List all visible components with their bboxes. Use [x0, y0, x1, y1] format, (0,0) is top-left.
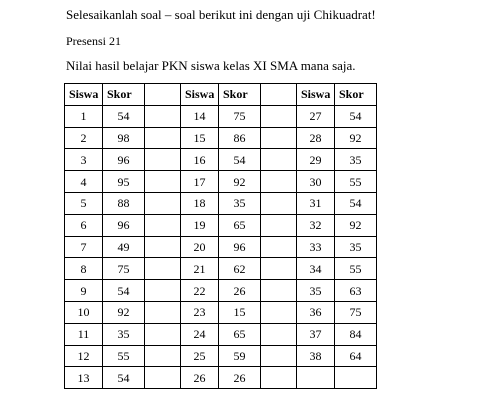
instruction-text: Selesaikanlah soal – soal berikut ini dengan uji Chikuadrat!	[66, 7, 376, 22]
table-row	[65, 258, 377, 280]
column-gap	[261, 214, 297, 236]
siswa-cell: 17	[181, 171, 219, 193]
siswa-cell: 34	[297, 258, 335, 280]
header-skor-3: Skor	[335, 84, 377, 106]
siswa-cell: 6	[65, 214, 103, 236]
header-skor-1: Skor	[103, 84, 145, 106]
skor-cell: 75	[335, 301, 377, 323]
skor-cell: 63	[335, 280, 377, 302]
skor-cell: 26	[219, 280, 261, 302]
column-gap	[145, 149, 181, 171]
siswa-cell: 23	[181, 301, 219, 323]
skor-cell: 96	[219, 236, 261, 258]
table-row	[65, 149, 377, 171]
skor-cell: 35	[335, 236, 377, 258]
column-gap	[261, 105, 297, 127]
column-gap	[145, 192, 181, 214]
column-gap	[145, 258, 181, 280]
column-gap	[261, 84, 297, 106]
siswa-cell: 3	[65, 149, 103, 171]
siswa-cell: 16	[181, 149, 219, 171]
header-siswa-3: Siswa	[297, 84, 335, 106]
column-gap	[145, 323, 181, 345]
score-table-body	[65, 105, 377, 388]
siswa-cell: 33	[297, 236, 335, 258]
siswa-cell: 31	[297, 192, 335, 214]
table-row	[65, 301, 377, 323]
skor-cell: 54	[103, 367, 145, 389]
skor-cell: 86	[219, 127, 261, 149]
siswa-cell	[297, 367, 335, 389]
column-gap	[261, 258, 297, 280]
siswa-cell: 29	[297, 149, 335, 171]
skor-cell: 15	[219, 301, 261, 323]
siswa-cell: 28	[297, 127, 335, 149]
header-siswa-1: Siswa	[65, 84, 103, 106]
table-row	[65, 280, 377, 302]
table-row	[65, 367, 377, 389]
skor-cell: 88	[103, 192, 145, 214]
skor-cell: 49	[103, 236, 145, 258]
skor-cell: 35	[335, 149, 377, 171]
score-table	[64, 83, 377, 389]
siswa-cell: 36	[297, 301, 335, 323]
skor-cell: 98	[103, 127, 145, 149]
column-gap	[261, 192, 297, 214]
siswa-cell: 18	[181, 192, 219, 214]
siswa-cell: 26	[181, 367, 219, 389]
skor-cell: 65	[219, 323, 261, 345]
table-row	[65, 192, 377, 214]
siswa-cell: 4	[65, 171, 103, 193]
column-gap	[261, 367, 297, 389]
skor-cell: 75	[219, 105, 261, 127]
siswa-cell: 2	[65, 127, 103, 149]
skor-cell: 35	[103, 323, 145, 345]
column-gap	[261, 323, 297, 345]
column-gap	[261, 127, 297, 149]
column-gap	[145, 214, 181, 236]
skor-cell: 96	[103, 214, 145, 236]
siswa-cell: 12	[65, 345, 103, 367]
presensi-label: Presensi 21	[66, 34, 121, 48]
skor-cell: 95	[103, 171, 145, 193]
skor-cell: 35	[219, 192, 261, 214]
siswa-cell: 7	[65, 236, 103, 258]
column-gap	[261, 236, 297, 258]
siswa-cell: 27	[297, 105, 335, 127]
siswa-cell: 19	[181, 214, 219, 236]
siswa-cell: 8	[65, 258, 103, 280]
column-gap	[145, 301, 181, 323]
skor-cell: 92	[103, 301, 145, 323]
skor-cell: 92	[335, 127, 377, 149]
skor-cell: 96	[103, 149, 145, 171]
siswa-cell: 13	[65, 367, 103, 389]
skor-cell: 65	[219, 214, 261, 236]
column-gap	[261, 280, 297, 302]
table-row	[65, 345, 377, 367]
skor-cell: 84	[335, 323, 377, 345]
siswa-cell: 11	[65, 323, 103, 345]
skor-cell: 54	[335, 192, 377, 214]
skor-cell: 64	[335, 345, 377, 367]
siswa-cell: 35	[297, 280, 335, 302]
skor-cell: 54	[103, 280, 145, 302]
table-row	[65, 236, 377, 258]
question-text: Nilai hasil belajar PKN siswa kelas XI SMA mana saja.	[66, 58, 356, 73]
table-row	[65, 214, 377, 236]
column-gap	[145, 171, 181, 193]
skor-cell: 92	[219, 171, 261, 193]
skor-cell: 55	[103, 345, 145, 367]
table-row	[65, 323, 377, 345]
siswa-cell: 9	[65, 280, 103, 302]
header-siswa-2: Siswa	[181, 84, 219, 106]
header-skor-2: Skor	[219, 84, 261, 106]
siswa-cell: 25	[181, 345, 219, 367]
table-header-row	[65, 84, 377, 106]
skor-cell: 54	[103, 105, 145, 127]
skor-cell: 55	[335, 258, 377, 280]
siswa-cell: 5	[65, 192, 103, 214]
siswa-cell: 21	[181, 258, 219, 280]
skor-cell: 92	[335, 214, 377, 236]
skor-cell: 55	[335, 171, 377, 193]
siswa-cell: 38	[297, 345, 335, 367]
column-gap	[145, 105, 181, 127]
column-gap	[261, 171, 297, 193]
skor-cell: 75	[103, 258, 145, 280]
column-gap	[145, 127, 181, 149]
skor-cell: 54	[335, 105, 377, 127]
column-gap	[261, 149, 297, 171]
table-row	[65, 105, 377, 127]
siswa-cell: 24	[181, 323, 219, 345]
column-gap	[145, 280, 181, 302]
siswa-cell: 15	[181, 127, 219, 149]
table-row	[65, 171, 377, 193]
siswa-cell: 10	[65, 301, 103, 323]
siswa-cell: 32	[297, 214, 335, 236]
skor-cell	[335, 367, 377, 389]
skor-cell: 54	[219, 149, 261, 171]
column-gap	[261, 345, 297, 367]
skor-cell: 62	[219, 258, 261, 280]
skor-cell: 59	[219, 345, 261, 367]
column-gap	[145, 345, 181, 367]
column-gap	[145, 367, 181, 389]
siswa-cell: 30	[297, 171, 335, 193]
siswa-cell: 37	[297, 323, 335, 345]
siswa-cell: 1	[65, 105, 103, 127]
column-gap	[145, 236, 181, 258]
column-gap	[261, 301, 297, 323]
skor-cell: 26	[219, 367, 261, 389]
column-gap	[145, 84, 181, 106]
siswa-cell: 22	[181, 280, 219, 302]
siswa-cell: 20	[181, 236, 219, 258]
table-row	[65, 127, 377, 149]
siswa-cell: 14	[181, 105, 219, 127]
